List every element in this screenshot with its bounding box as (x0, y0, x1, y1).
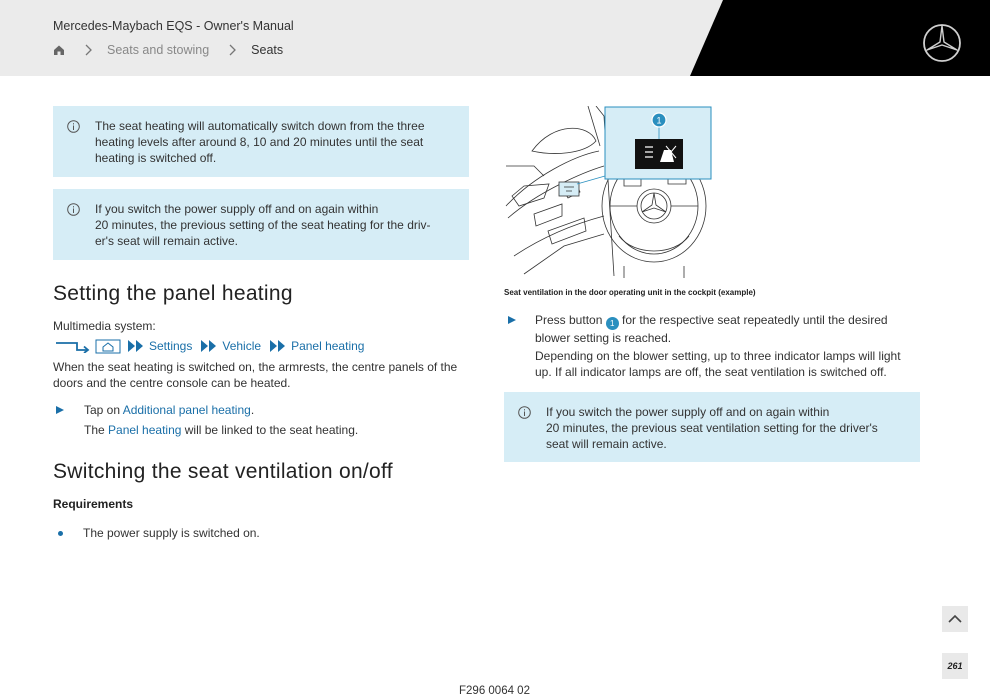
document-title: Mercedes-Maybach EQS - Owner's Manual (53, 19, 294, 33)
home-screen-icon[interactable] (95, 338, 121, 354)
figure-callout-number: 1 (656, 115, 662, 126)
step-press-button: Press button 1 for the respective seat repeatedly until the desired blower setting is reached. (535, 313, 888, 345)
breadcrumb-seats-and-stowing[interactable]: Seats and stowing (107, 43, 210, 57)
requirements-heading: Requirements (53, 497, 134, 511)
info-box-power-supply-ventilation (504, 392, 920, 462)
blower-indicator-description: Depending on the blower setting, up to three indicator lamps will light up. If all indicator lamps are off, the seat ventilation is switched off. (535, 349, 901, 379)
menu-path (55, 336, 372, 356)
page-number-badge: 261 (947, 661, 963, 671)
double-chevron-icon (200, 339, 218, 353)
step-tap-additional-panel-heating: Tap on Additional panel heating. (84, 403, 255, 417)
info-text: If you switch the power supply off and on again within 20 minutes, the previous seat ventilation setting for the driver's seat will remain active. (546, 405, 878, 451)
info-box-power-supply-heating (53, 189, 469, 260)
double-chevron-icon (269, 339, 287, 353)
chevron-up-icon (942, 606, 968, 632)
info-icon (67, 203, 80, 216)
button-1-callout: 1 (606, 317, 619, 330)
info-text: If you switch the power supply off and on again within 20 minutes, the previous setting of the seat heating for the driv- er's seat will remain active. (95, 202, 431, 248)
step-arrow-icon (56, 406, 64, 414)
breadcrumb (53, 42, 283, 58)
multimedia-system-label: Multimedia system: (53, 319, 156, 333)
chevron-right-icon (227, 44, 237, 56)
step-result-text: The Panel heating will be linked to the seat heating. (84, 423, 359, 437)
seat-ventilation-cockpit-illustration (504, 106, 712, 278)
info-text: The seat heating will automatically switch down from the three heating levels after around 8, 10 and 20 minutes until the seat heating is switched off. (95, 119, 425, 165)
menu-settings-link[interactable]: Settings (149, 339, 193, 353)
menu-vehicle-link[interactable]: Vehicle (222, 339, 262, 353)
heading-setting-panel-heating: Setting the panel heating (53, 282, 293, 305)
info-box-seat-heating-timeout (53, 106, 469, 177)
additional-panel-heating-link[interactable]: Additional panel heating (122, 403, 251, 417)
panel-heating-link[interactable]: Panel heating (108, 423, 182, 437)
menu-panel-heating-link[interactable]: Panel heating (291, 339, 365, 353)
info-icon (67, 120, 80, 133)
bullet-icon (58, 531, 63, 536)
navigation-arrow-icon (55, 339, 91, 353)
figure-caption: Seat ventilation in the door operating unit in the cockpit (example) (504, 288, 756, 297)
heading-seat-ventilation: Switching the seat ventilation on/off (53, 460, 393, 483)
double-chevron-icon (127, 339, 145, 353)
breadcrumb-seats: Seats (251, 43, 284, 57)
home-icon[interactable] (53, 44, 65, 56)
info-icon (518, 406, 531, 419)
requirement-power-supply: The power supply is switched on. (83, 526, 260, 540)
panel-heating-description: When the seat heating is switched on, the armrests, the centre panels of the doors and the centre console can be heated. (53, 360, 458, 390)
scroll-to-top-button[interactable] (942, 606, 968, 632)
step-arrow-icon (508, 316, 516, 324)
chevron-right-icon (83, 44, 93, 56)
mercedes-star-logo[interactable] (922, 23, 962, 63)
figure-reference-code: F296 0064 02 (459, 685, 530, 697)
page-number-button[interactable] (942, 653, 968, 679)
